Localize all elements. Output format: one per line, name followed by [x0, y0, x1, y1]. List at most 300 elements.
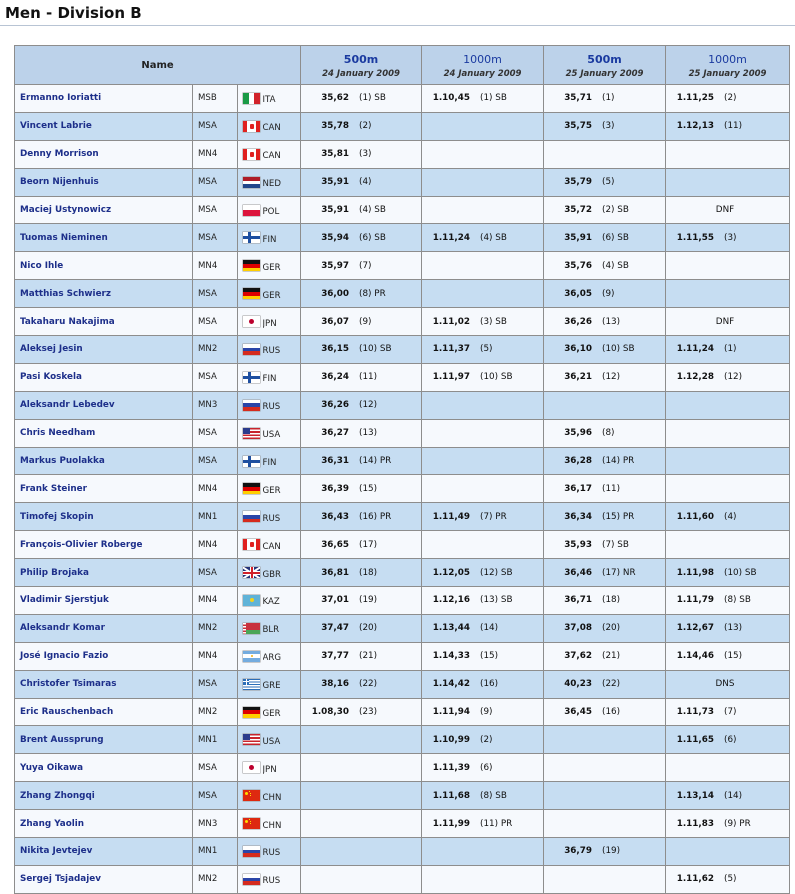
- race-result-empty: [544, 810, 666, 838]
- flag-cell: [238, 196, 263, 224]
- athlete-name: Sergej Tsjadajev: [15, 865, 193, 893]
- result-time: 36,28: [564, 456, 593, 467]
- result-rank: (17): [359, 539, 378, 550]
- table-row: [15, 85, 790, 113]
- athlete-class: MN2: [193, 865, 238, 893]
- result-time: 36,07: [321, 316, 350, 327]
- result-rank: (22): [359, 679, 378, 690]
- result-rank: (14) PR: [602, 456, 635, 467]
- table-row: [15, 782, 790, 810]
- race-result: [422, 308, 544, 336]
- result-time: 35,93: [564, 539, 593, 550]
- blr-flag-icon: [243, 623, 260, 634]
- result-time: 37,01: [321, 595, 350, 606]
- result-rank: (1): [602, 93, 615, 104]
- race-result: [544, 670, 666, 698]
- result-time: 1.11,39: [432, 762, 471, 773]
- athlete-class: MN2: [193, 698, 238, 726]
- athlete-class: MSA: [193, 419, 238, 447]
- table-row: [15, 280, 790, 308]
- flag-cell: [238, 112, 263, 140]
- race-result-empty: [666, 754, 790, 782]
- athlete-class: MSA: [193, 363, 238, 391]
- race-result: [422, 726, 544, 754]
- flag-cell: [238, 754, 263, 782]
- name-column-header: Name: [15, 46, 301, 85]
- athlete-country: GBR: [263, 559, 301, 587]
- rus-flag-icon: [243, 874, 260, 885]
- result-time: 35,94: [321, 232, 350, 243]
- rus-flag-icon: [243, 511, 260, 522]
- athlete-country: FIN: [263, 363, 301, 391]
- fin-flag-icon: [243, 456, 260, 467]
- table-row: [15, 531, 790, 559]
- result-time: 1.11,65: [676, 734, 715, 745]
- result-rank: (4) SB: [602, 260, 629, 271]
- athlete-class: MSA: [193, 754, 238, 782]
- race-distance: 1000m: [463, 53, 502, 66]
- result-rank: (6) SB: [602, 232, 629, 243]
- flag-cell: [238, 336, 263, 364]
- result-rank: (7): [359, 260, 372, 271]
- race-result: [544, 419, 666, 447]
- athlete-class: MSA: [193, 168, 238, 196]
- table-row: [15, 196, 790, 224]
- race-result: [422, 782, 544, 810]
- flag-cell: [238, 531, 263, 559]
- race-result-empty: [666, 838, 790, 866]
- athlete-name: Pasi Koskela: [15, 363, 193, 391]
- result-time: 1.11,02: [432, 316, 471, 327]
- result-rank: (4): [724, 511, 737, 522]
- result-time: 36,39: [321, 483, 350, 494]
- athlete-class: MSA: [193, 559, 238, 587]
- race-result-empty: [301, 865, 422, 893]
- athlete-name: Aleksandr Komar: [15, 614, 193, 642]
- race-date: 24 January 2009: [322, 69, 400, 79]
- table-row: [15, 391, 790, 419]
- result-rank: (10) SB: [602, 344, 635, 355]
- result-rank: (7) PR: [480, 511, 507, 522]
- race-result: [666, 503, 790, 531]
- athlete-country: ITA: [263, 85, 301, 113]
- result-time: 1.11,24: [676, 344, 715, 355]
- race-result: [422, 754, 544, 782]
- race-result: [544, 112, 666, 140]
- table-row: [15, 559, 790, 587]
- race-result: [301, 280, 422, 308]
- table-row: [15, 168, 790, 196]
- table-row: [15, 447, 790, 475]
- result-time: 1.11,25: [676, 93, 715, 104]
- result-time: 1.12,28: [676, 372, 715, 383]
- result-time: 1.12,05: [432, 567, 471, 578]
- result-time: 36,10: [564, 344, 593, 355]
- result-rank: (3): [602, 121, 615, 132]
- usa-flag-icon: [243, 734, 260, 745]
- result-time: 1.10,45: [432, 93, 471, 104]
- race-result: [301, 85, 422, 113]
- flag-cell: [238, 782, 263, 810]
- result-rank: (22): [602, 679, 621, 690]
- race-result: [544, 336, 666, 364]
- athlete-name: Timofej Skopin: [15, 503, 193, 531]
- result-time: 35,91: [321, 177, 350, 188]
- athlete-class: MSB: [193, 85, 238, 113]
- result-time: 1.11,97: [432, 372, 471, 383]
- result-rank: (2): [480, 734, 493, 745]
- race-result-empty: [422, 140, 544, 168]
- result-rank: (15): [359, 483, 378, 494]
- athlete-class: MN4: [193, 252, 238, 280]
- race-result: [666, 726, 790, 754]
- race-result: [301, 419, 422, 447]
- athlete-class: MSA: [193, 670, 238, 698]
- result-rank: (15) PR: [602, 511, 635, 522]
- table-row: [15, 865, 790, 893]
- result-rank: (9) PR: [724, 818, 751, 829]
- race-result: [544, 559, 666, 587]
- race-result-empty: [666, 252, 790, 280]
- result-time: 36,34: [564, 511, 593, 522]
- table-row: [15, 810, 790, 838]
- flag-cell: [238, 224, 263, 252]
- arg-flag-icon: [243, 651, 260, 662]
- race-header-4: [666, 46, 790, 85]
- athlete-name: Christofer Tsimaras: [15, 670, 193, 698]
- race-result-empty: [544, 754, 666, 782]
- athlete-country: GER: [263, 698, 301, 726]
- athlete-name: Beorn Nijenhuis: [15, 168, 193, 196]
- flag-cell: [238, 865, 263, 893]
- race-result-empty: [666, 531, 790, 559]
- result-time: 1.08,30: [311, 707, 350, 718]
- result-rank: (12): [602, 372, 621, 383]
- result-time: 36,05: [564, 288, 593, 299]
- athlete-class: MN2: [193, 336, 238, 364]
- athlete-name: Tuomas Nieminen: [15, 224, 193, 252]
- race-result: [422, 587, 544, 615]
- athlete-country: GER: [263, 475, 301, 503]
- fin-flag-icon: [243, 372, 260, 383]
- athlete-class: MSA: [193, 224, 238, 252]
- athlete-name: Denny Morrison: [15, 140, 193, 168]
- table-row: [15, 419, 790, 447]
- result-rank: (11): [359, 372, 378, 383]
- table-row: [15, 614, 790, 642]
- flag-cell: [238, 308, 263, 336]
- gbr-flag-icon: [243, 567, 260, 578]
- athlete-name: Zhang Yaolin: [15, 810, 193, 838]
- athlete-class: MN1: [193, 503, 238, 531]
- athlete-country: RUS: [263, 391, 301, 419]
- race-result: [544, 363, 666, 391]
- race-result-empty: [544, 140, 666, 168]
- athlete-name: Vincent Labrie: [15, 112, 193, 140]
- race-result-empty: [422, 168, 544, 196]
- athlete-name: Frank Steiner: [15, 475, 193, 503]
- race-header-2: [422, 46, 544, 85]
- result-rank: (9): [359, 316, 372, 327]
- ger-flag-icon: [243, 260, 260, 271]
- ger-flag-icon: [243, 288, 260, 299]
- race-result: [422, 614, 544, 642]
- result-rank: (3) SB: [480, 316, 507, 327]
- race-result-empty: [666, 447, 790, 475]
- athlete-name: Maciej Ustynowicz: [15, 196, 193, 224]
- page-title: Men - Division B: [5, 4, 142, 22]
- athlete-class: MN4: [193, 475, 238, 503]
- rus-flag-icon: [243, 846, 260, 857]
- result-rank: (21): [602, 651, 621, 662]
- athlete-country: ARG: [263, 642, 301, 670]
- race-result-empty: [301, 782, 422, 810]
- result-rank: (3): [724, 232, 737, 243]
- athlete-country: USA: [263, 419, 301, 447]
- race-header-1: [301, 46, 422, 85]
- race-result: [301, 252, 422, 280]
- athlete-name: Markus Puolakka: [15, 447, 193, 475]
- result-rank: (7): [724, 707, 737, 718]
- athlete-country: KAZ: [263, 587, 301, 615]
- race-result: [666, 865, 790, 893]
- race-result: [544, 168, 666, 196]
- result-rank: (13): [359, 428, 378, 439]
- race-result: [544, 838, 666, 866]
- race-result: [301, 196, 422, 224]
- result-time: 1.11,79: [676, 595, 715, 606]
- result-time: 35,76: [564, 260, 593, 271]
- athlete-name: Aleksej Jesin: [15, 336, 193, 364]
- header-row: [15, 46, 790, 85]
- table-row: [15, 308, 790, 336]
- athlete-class: MN4: [193, 531, 238, 559]
- race-result: [422, 224, 544, 252]
- athlete-country: RUS: [263, 503, 301, 531]
- race-result: [544, 475, 666, 503]
- race-result-empty: [422, 252, 544, 280]
- athlete-country: RUS: [263, 865, 301, 893]
- athlete-country: JPN: [263, 308, 301, 336]
- result-time: 36,31: [321, 456, 350, 467]
- table-row: [15, 252, 790, 280]
- result-time: 37,77: [321, 651, 350, 662]
- race-result-empty: [422, 838, 544, 866]
- flag-cell: [238, 726, 263, 754]
- athlete-class: MSA: [193, 308, 238, 336]
- race-result: [301, 308, 422, 336]
- result-rank: (12): [359, 400, 378, 411]
- race-result-empty: [666, 140, 790, 168]
- result-time: 35,79: [564, 177, 593, 188]
- result-time: 1.14,42: [432, 679, 471, 690]
- chn-flag-icon: [243, 790, 260, 801]
- athlete-name: François-Olivier Roberge: [15, 531, 193, 559]
- athlete-country: CAN: [263, 531, 301, 559]
- result-rank: (14) PR: [359, 456, 392, 467]
- athlete-class: MSA: [193, 196, 238, 224]
- result-rank: (2) SB: [602, 205, 629, 215]
- race-result-empty: [666, 280, 790, 308]
- race-result: [301, 587, 422, 615]
- race-result-empty: [301, 726, 422, 754]
- athlete-class: MSA: [193, 447, 238, 475]
- result-rank: (16) PR: [359, 511, 392, 522]
- result-status: DNF: [715, 205, 735, 215]
- athlete-country: FIN: [263, 224, 301, 252]
- athlete-class: MN4: [193, 642, 238, 670]
- race-result: [544, 614, 666, 642]
- athlete-country: RUS: [263, 336, 301, 364]
- race-result: [301, 224, 422, 252]
- athlete-name: Nikita Jevtejev: [15, 838, 193, 866]
- table-row: [15, 754, 790, 782]
- gre-flag-icon: [243, 679, 260, 690]
- race-result: [301, 391, 422, 419]
- result-rank: (5): [480, 344, 493, 355]
- athlete-name: Ermanno Ioriatti: [15, 85, 193, 113]
- result-rank: (2): [724, 93, 737, 104]
- result-time: 1.13,14: [676, 790, 715, 801]
- result-rank: (10) SB: [480, 372, 513, 383]
- flag-cell: [238, 642, 263, 670]
- chn-flag-icon: [243, 818, 260, 829]
- result-time: 1.14,46: [676, 651, 715, 662]
- race-result: [301, 447, 422, 475]
- result-time: 36,26: [564, 316, 593, 327]
- kaz-flag-icon: [243, 595, 260, 606]
- table-row: [15, 838, 790, 866]
- race-result-empty: [422, 447, 544, 475]
- ita-flag-icon: [243, 93, 260, 104]
- race-result-empty: [301, 838, 422, 866]
- flag-cell: [238, 475, 263, 503]
- race-result-empty: [422, 391, 544, 419]
- race-result-empty: [544, 865, 666, 893]
- race-result: [301, 112, 422, 140]
- result-time: 1.11,24: [432, 232, 471, 243]
- can-flag-icon: [243, 121, 260, 132]
- athlete-country: GRE: [263, 670, 301, 698]
- race-result: [666, 363, 790, 391]
- result-time: 36,46: [564, 567, 593, 578]
- athlete-class: MSA: [193, 782, 238, 810]
- flag-cell: [238, 698, 263, 726]
- race-header-3: [544, 46, 666, 85]
- race-result: [544, 85, 666, 113]
- can-flag-icon: [243, 539, 260, 550]
- race-result: [422, 85, 544, 113]
- result-rank: (13): [602, 316, 621, 327]
- result-rank: (6) SB: [359, 232, 386, 243]
- race-result: [422, 363, 544, 391]
- athlete-class: MN1: [193, 838, 238, 866]
- table-row: [15, 642, 790, 670]
- result-time: 37,62: [564, 651, 593, 662]
- table-row: [15, 140, 790, 168]
- athlete-country: CAN: [263, 112, 301, 140]
- athlete-class: MSA: [193, 112, 238, 140]
- result-rank: (15): [480, 651, 499, 662]
- race-result: [666, 782, 790, 810]
- result-time: 1.11,62: [676, 874, 715, 885]
- athlete-name: Yuya Oikawa: [15, 754, 193, 782]
- result-rank: (11) PR: [480, 818, 513, 829]
- table-row: [15, 670, 790, 698]
- result-time: 1.11,55: [676, 232, 715, 243]
- result-time: 36,15: [321, 344, 350, 355]
- result-time: 35,81: [321, 149, 350, 160]
- race-result: [666, 224, 790, 252]
- race-result-empty: [666, 168, 790, 196]
- athlete-name: Takaharu Nakajima: [15, 308, 193, 336]
- result-time: 36,71: [564, 595, 593, 606]
- usa-flag-icon: [243, 428, 260, 439]
- flag-cell: [238, 447, 263, 475]
- race-result: [301, 531, 422, 559]
- result-time: 1.11,83: [676, 818, 715, 829]
- athlete-name: Eric Rauschenbach: [15, 698, 193, 726]
- flag-cell: [238, 587, 263, 615]
- result-rank: (8) SB: [480, 790, 507, 801]
- race-result-empty: [422, 419, 544, 447]
- race-result: [301, 140, 422, 168]
- result-time: 36,65: [321, 539, 350, 550]
- result-time: 35,72: [564, 205, 593, 215]
- result-rank: (21): [359, 651, 378, 662]
- race-result: [666, 336, 790, 364]
- athlete-country: BLR: [263, 614, 301, 642]
- race-result: [544, 196, 666, 224]
- result-time: 1.11,73: [676, 707, 715, 718]
- result-time: 36,81: [321, 567, 350, 578]
- athlete-class: MN3: [193, 391, 238, 419]
- race-result: [666, 196, 790, 224]
- race-distance: 1000m: [708, 53, 747, 66]
- result-rank: (23): [359, 707, 378, 718]
- flag-cell: [238, 168, 263, 196]
- race-result: [666, 670, 790, 698]
- result-rank: (19): [602, 846, 621, 857]
- race-result: [544, 308, 666, 336]
- race-result-empty: [301, 754, 422, 782]
- rus-flag-icon: [243, 400, 260, 411]
- athlete-class: MN3: [193, 810, 238, 838]
- result-time: 1.12,13: [676, 121, 715, 132]
- race-result: [301, 475, 422, 503]
- athlete-class: MN4: [193, 587, 238, 615]
- result-time: 35,97: [321, 260, 350, 271]
- result-rank: (13): [724, 623, 743, 634]
- race-result-empty: [422, 531, 544, 559]
- athlete-name: Matthias Schwierz: [15, 280, 193, 308]
- result-status: DNS: [715, 679, 735, 690]
- result-rank: (10) SB: [724, 567, 757, 578]
- result-time: 36,45: [564, 707, 593, 718]
- flag-cell: [238, 810, 263, 838]
- result-time: 35,96: [564, 428, 593, 439]
- result-time: 1.11,99: [432, 818, 471, 829]
- race-result: [422, 336, 544, 364]
- race-result: [666, 112, 790, 140]
- table-row: [15, 587, 790, 615]
- race-date: 25 January 2009: [565, 69, 644, 79]
- race-date: 24 January 2009: [443, 69, 522, 79]
- race-result: [544, 447, 666, 475]
- race-result: [301, 168, 422, 196]
- athlete-name: Vladimir Sjerstjuk: [15, 587, 193, 615]
- result-time: 37,08: [564, 623, 593, 634]
